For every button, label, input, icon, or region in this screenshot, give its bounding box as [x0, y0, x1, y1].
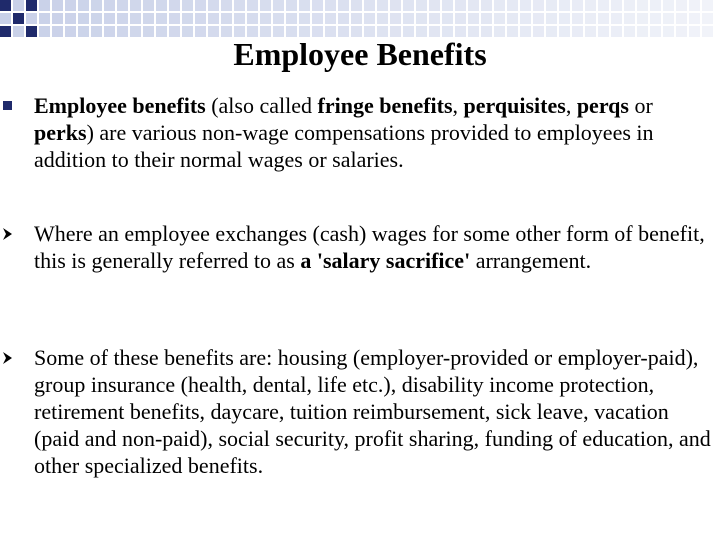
slide-title: Employee Benefits: [233, 36, 487, 72]
bullet-text: [34, 92, 714, 173]
bold-term: perqs: [576, 93, 629, 118]
square-bullet-icon: [0, 92, 30, 120]
bold-term: a 'salary sacrifice': [300, 248, 471, 273]
arrowhead-bullet-icon: [0, 220, 30, 248]
text-run: Some of these benefits are: housing (employer-provided or employer-paid), group insurance (health, dental, life etc.), disability income protection, retirement benefits, daycare, tuition reimbursement, sick leave, vacation (paid and non-paid), social security, profit sharing, funding of education, and other specialized benefits.: [34, 345, 711, 478]
bullet-text: [34, 344, 714, 479]
arrowhead-bullet-icon: [0, 344, 30, 372]
text-run: or: [628, 93, 653, 118]
bold-term: Employee benefits: [34, 93, 206, 118]
bold-term: perquisites: [463, 93, 566, 118]
text-run: ) are various non-wage compensations provided to employees in addition to their normal wages or salaries.: [34, 120, 654, 172]
bold-term: fringe benefits: [317, 93, 453, 118]
bullet-text: [34, 220, 714, 274]
text-run: ,: [565, 93, 577, 118]
bold-term: perks: [34, 120, 87, 145]
text-run: arrangement.: [470, 248, 592, 273]
text-run: Where an employee exchanges (cash) wages for some other form of benefit, this is generally referred to as: [34, 221, 705, 273]
text-run: ,: [452, 93, 464, 118]
text-run: (also called: [205, 93, 318, 118]
